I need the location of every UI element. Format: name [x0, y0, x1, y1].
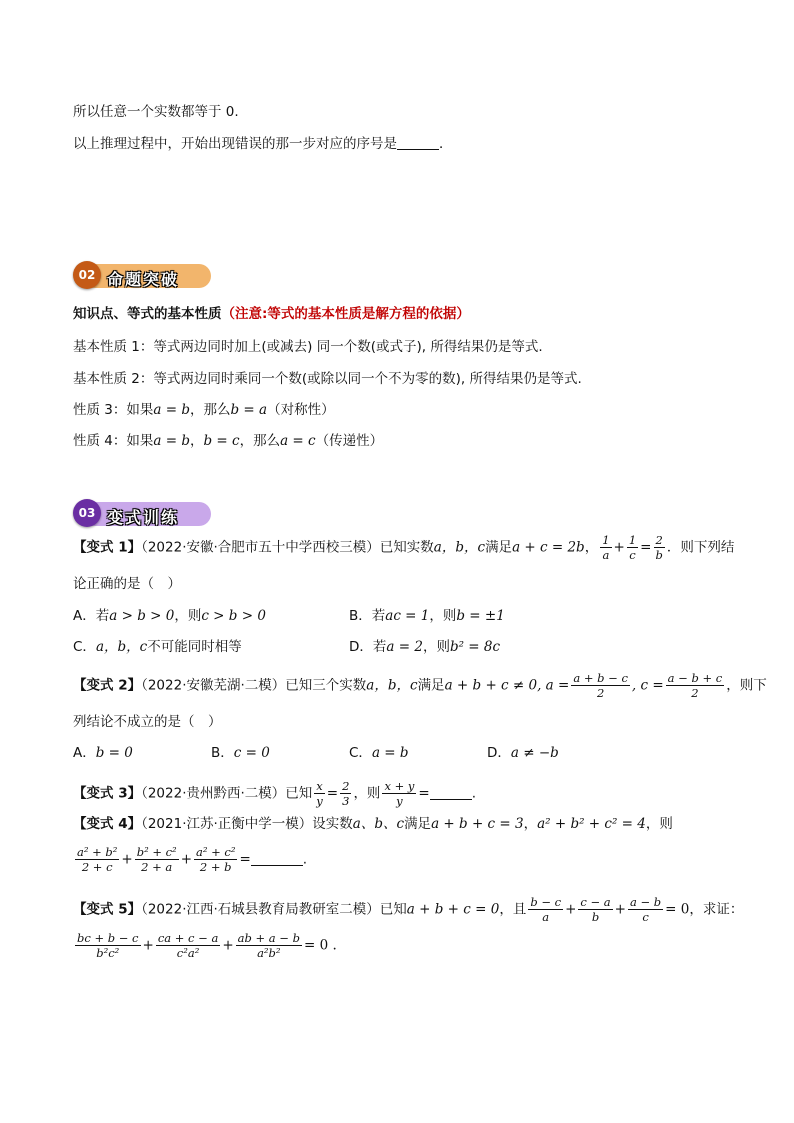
variant-1-vars: a，b，c — [433, 539, 486, 556]
variant-1-option-d: D．若a = 2，则b² = 8c — [349, 639, 501, 655]
variant-5-frac-3: $\frac{a - b}{c}$ — [629, 895, 662, 925]
intro-question-text: 以上推理过程中，开始出现错误的那一步对应的序号是 — [73, 136, 397, 152]
section-03-title: 变式训练 — [107, 508, 180, 527]
variant-1-text-1: 已知实数 — [379, 539, 434, 556]
variant-1-line-2: 论正确的是（ ） — [73, 576, 181, 592]
variant-1-option-c: C．a，b，c不可能同时相等 — [73, 639, 242, 655]
intro-line-2 — [73, 137, 453, 152]
variant-1-eq: a + c = 2b — [512, 539, 585, 556]
variant-2-option-a: A．b = 0 — [73, 745, 133, 761]
variant-1-frac-1: $\frac{1}{a}$ — [602, 533, 610, 563]
variant-2-frac-2: $\frac{a - b + c}{2}$ — [667, 671, 723, 701]
variant-1-tag: 【变式 1】 — [73, 539, 142, 556]
variant-5-source: （2022·江西·石城县教育局教研室二模） — [141, 901, 380, 918]
variant-1-line-1 — [73, 534, 734, 561]
property-1-label: 基本性质 1： — [73, 339, 154, 355]
variant-2-line-2: 列结论不成立的是（ ） — [73, 714, 222, 730]
property-2-label: 基本性质 2： — [73, 371, 154, 387]
variant-1-comma: ， — [584, 539, 599, 556]
section-02-badge — [73, 259, 223, 293]
variant-2-tag: 【变式 2】 — [73, 677, 142, 694]
answer-blank — [251, 853, 303, 866]
variant-2-source: （2022·安徽芜湖·二模） — [141, 677, 286, 694]
property-2-text: 等式两边同时乘同一个数(或除以同一个不为零的数), 所得结果仍是等式. — [153, 371, 582, 387]
variant-5-proof-frac-2: $\frac{ca + c - a}{\text{c²a²}}$ — [157, 931, 219, 961]
variant-2-cond: a + b + c ≠ 0, a = — [444, 677, 570, 694]
variant-3-line: 【变式 3】（2022·贵州黔西·二模）已知 $\frac{x}{y}$ = $\frac{2}{3}$ ，则 $\frac{x + y}{y}$ = . — [73, 779, 476, 809]
variant-3-frac-2: $\frac{2}{3}$ — [342, 779, 350, 809]
variant-3-tag: 【变式 3】 — [73, 785, 142, 802]
property-4-math-3: a = c — [280, 433, 316, 449]
variant-1-source: （2022·安徽·合肥市五十中学西校三模） — [141, 539, 380, 556]
property-4-tag: （传递性） — [315, 433, 384, 449]
property-1 — [73, 341, 543, 355]
knowledge-note: （注意:等式的基本性质是解方程的依据） — [221, 306, 470, 322]
knowledge-title: 知识点、等式的基本性质 — [73, 306, 222, 322]
variant-1-frac-2: $\frac{1}{c}$ — [628, 533, 637, 563]
variant-4-line-1: 【变式 4】（2021·江苏·正衡中学一模）设实数a、b、c满足a + b + c = 3，a² + b² + c² = 4，则 — [73, 816, 673, 832]
variant-2-option-d: D．a ≠ −b — [487, 745, 559, 761]
variant-5-line-1: 【变式 5】（2022·江西·石城县教育局教研室二模）已知a + b + c = 0，且 $\frac{b - c}{a}$ + $\frac{c - a}{b}$ + $\frac{a - b}{c}$ = 0，求证： — [73, 895, 744, 925]
section-03-number: 03 — [73, 499, 101, 527]
variant-5-tag: 【变式 5】 — [73, 901, 142, 918]
property-1-text: 等式两边同时加上(或减去) 同一个数(或式子), 所得结果仍是等式. — [153, 339, 543, 355]
variant-3-source: （2022·贵州黔西·二模） — [141, 785, 286, 802]
variant-4-line-2: $\frac{\text{a² + b²}}{2 + c}$ + $\frac{\text{b² + c²}}{2 + a}$ + $\frac{\text{a² + c²}}{2 + b}$ = . — [77, 845, 308, 875]
property-3-label: 性质 3：如果 — [73, 402, 154, 418]
variant-1-text-2: 满足 — [485, 539, 513, 556]
property-2 — [73, 373, 582, 387]
intro-line-1: 所以任意一个实数都等于 0. — [73, 104, 239, 120]
variant-3-frac-3: $\frac{x + y}{y}$ — [384, 779, 415, 809]
plus-sign: + — [613, 539, 625, 556]
variant-4-frac-1: $\frac{\text{a² + b²}}{2 + c}$ — [77, 845, 118, 875]
equals-sign: = — [640, 539, 652, 556]
property-3-then: ，那么 — [189, 402, 231, 418]
variant-4-tag: 【变式 4】 — [73, 816, 142, 832]
variant-1-frac-3: $\frac{2}{b}$ — [655, 533, 663, 563]
variant-5-line-2: $\frac{bc + b - c}{\text{b²c²}}$ + $\frac{ca + c - a}{\text{c²a²}}$ + $\frac{ab + a - b}{\text{a²b²}}$ = 0 . — [77, 931, 337, 961]
variant-5-frac-1: $\frac{b - c}{a}$ — [530, 895, 562, 925]
section-03-badge — [73, 497, 223, 531]
section-02-number: 02 — [73, 261, 101, 289]
variant-2-option-b: B．c = 0 — [211, 745, 270, 761]
variant-3-frac-1: $\frac{x}{y}$ — [316, 779, 323, 809]
property-4-math-2: b = c — [203, 433, 240, 449]
property-3-tag: （对称性） — [267, 402, 335, 418]
variant-4-source: （2021·江苏·正衡中学一模） — [141, 816, 313, 832]
variant-2-frac-1: $\frac{a + b - c}{2}$ — [573, 671, 628, 701]
property-3-math-1: a = b — [153, 402, 190, 418]
period: ． — [439, 136, 453, 152]
variant-4-frac-2: $\frac{\text{b² + c²}}{2 + a}$ — [136, 845, 177, 875]
property-4-then: ，那么 — [239, 433, 281, 449]
variant-2-line-1: 【变式 2】（2022·安徽芜湖·二模）已知三个实数a，b，c满足a + b + c ≠ 0, a = $\frac{a + b - c}{2}$ , c = $\frac{a - b + c}{2}$ ，则下 — [73, 671, 767, 701]
variant-5-proof-frac-1: $\frac{bc + b - c}{\text{b²c²}}$ — [77, 931, 139, 961]
answer-blank — [397, 137, 439, 150]
variant-1-text-3: ．则下列结 — [666, 539, 735, 556]
property-4-comma: ， — [189, 433, 204, 449]
answer-blank — [430, 787, 472, 800]
property-4-label: 性质 4：如果 — [73, 433, 154, 449]
variant-2-option-c: C．a = b — [349, 745, 409, 761]
variant-1-option-b: B．若ac = 1，则b = ±1 — [349, 608, 505, 624]
variant-5-proof-frac-3: $\frac{ab + a - b}{\text{a²b²}}$ — [237, 931, 300, 961]
property-3-math-2: b = a — [230, 402, 268, 418]
knowledge-heading — [73, 308, 470, 322]
variant-5-frac-2: $\frac{c - a}{b}$ — [580, 895, 611, 925]
property-3 — [73, 404, 335, 418]
variant-1-option-a: A．若a > b > 0，则c > b > 0 — [73, 608, 266, 624]
section-02-title: 命题突破 — [107, 270, 180, 289]
property-4-math-1: a = b — [153, 433, 190, 449]
property-4 — [73, 435, 383, 449]
variant-4-frac-3: $\frac{\text{a² + c²}}{2 + b}$ — [196, 845, 236, 875]
